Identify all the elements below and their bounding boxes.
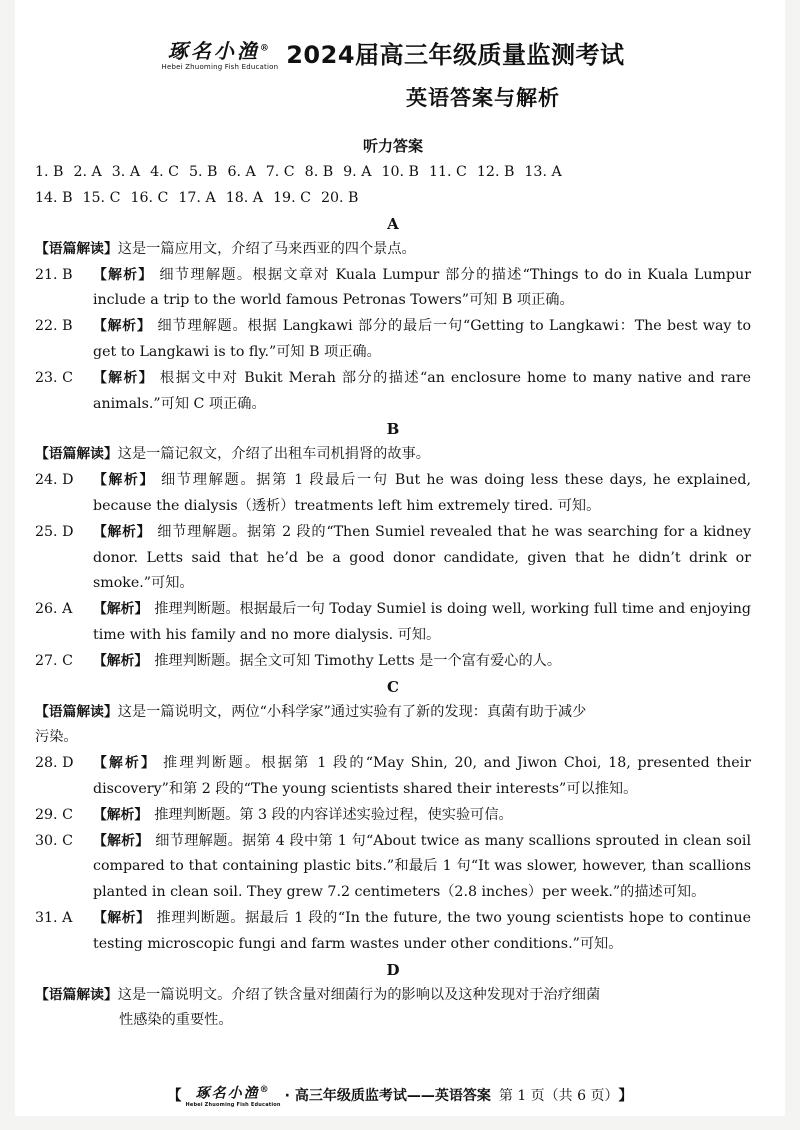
summary-tag: 【语篇解读】 bbox=[35, 446, 118, 463]
answer-entry: 9. A bbox=[343, 163, 372, 180]
analysis-body bbox=[93, 751, 751, 803]
page-footer bbox=[15, 1084, 785, 1110]
question-answer: 27. C bbox=[35, 652, 73, 669]
analysis-item bbox=[35, 829, 751, 906]
analysis-tag: 【解析】 bbox=[93, 369, 155, 386]
summary-text: 这是一篇记叙文，介绍了出租车司机捐肾的故事。 bbox=[117, 446, 430, 463]
analysis-tag: 【解析】 bbox=[93, 652, 149, 669]
footer-bracket-close: 】 bbox=[618, 1088, 633, 1105]
analysis-item bbox=[35, 366, 751, 418]
analysis-text: 推理判断题。根据第 1 段的“May Shin, 20, and Jiwon Choi, 18, presented their discovery”和第 2 段的“The young scientists shared their interests”可以推知。 bbox=[93, 755, 751, 797]
question-answer: 30. C bbox=[35, 832, 73, 849]
analysis-body bbox=[93, 906, 751, 958]
analysis-body bbox=[93, 468, 751, 520]
summary-tag: 【语篇解读】 bbox=[35, 240, 118, 257]
analysis-item bbox=[35, 314, 751, 366]
listening-answers bbox=[35, 160, 751, 212]
answer-page bbox=[15, 0, 785, 1116]
question-answer: 28. D bbox=[35, 755, 74, 772]
answer-entry: 4. C bbox=[150, 163, 179, 180]
analysis-tag: 【解析】 bbox=[93, 832, 150, 849]
question-answer: 25. D bbox=[35, 523, 74, 540]
analysis-tag: 【解析】 bbox=[93, 806, 149, 823]
analysis-tag: 【解析】 bbox=[93, 318, 152, 335]
question-answer: 29. C bbox=[35, 806, 73, 823]
summary-text: 这是一篇说明文。介绍了铁含量对细菌行为的影响以及这种发现对于治疗细菌 bbox=[117, 986, 601, 1003]
part-d-summary bbox=[35, 983, 751, 1035]
analysis-body bbox=[93, 829, 751, 906]
analysis-item bbox=[35, 906, 751, 958]
footer-brand-registered-mark: ® bbox=[259, 1084, 271, 1095]
summary-text-continued: 性感染的重要性。 bbox=[119, 1012, 233, 1029]
answer-entry: 8. B bbox=[304, 163, 334, 180]
analysis-tag: 【解析】 bbox=[93, 266, 154, 283]
part-b-summary bbox=[35, 442, 751, 468]
summary-text: 这是一篇应用文，介绍了马来西亚的四个景点。 bbox=[117, 240, 416, 257]
footer-brand-subtitle: Hebei Zhuoming Fish Education bbox=[185, 1102, 281, 1109]
analysis-tag: 【解析】 bbox=[93, 755, 157, 772]
summary-text-continued: 污染。 bbox=[35, 729, 78, 746]
answer-entry: 11. C bbox=[428, 163, 467, 180]
analysis-tag: 【解析】 bbox=[93, 601, 149, 618]
listening-title: 听力答案 bbox=[362, 136, 423, 155]
summary-tag: 【语篇解读】 bbox=[35, 703, 118, 720]
analysis-tag: 【解析】 bbox=[93, 909, 151, 926]
answer-entry: 15. C bbox=[82, 189, 121, 206]
analysis-item bbox=[35, 597, 751, 649]
analysis-text: 细节理解题。据第 2 段的“Then Sumiel revealed that he was searching for a kidney donor. Letts said that he’d be a good donor candidate, given that he didn’t drink or smoke.”可知。 bbox=[93, 523, 752, 592]
part-c-items bbox=[35, 751, 751, 957]
analysis-text: 推理判断题。据最后 1 段的“In the future, the two young scientists hope to continue testing microscopic fungi and farm wastes under other conditions.”可知。 bbox=[93, 909, 751, 952]
analysis-body bbox=[93, 649, 751, 675]
analysis-body bbox=[93, 803, 751, 829]
brand-logo bbox=[161, 41, 278, 71]
analysis-body bbox=[93, 520, 751, 597]
part-a-heading: A bbox=[387, 214, 399, 233]
exam-title: 2024届高三年级质量监测考试 bbox=[286, 41, 625, 70]
analysis-item bbox=[35, 751, 751, 803]
answer-entry: 5. B bbox=[188, 163, 218, 180]
question-answer: 26. A bbox=[35, 601, 73, 618]
analysis-text: 细节理解题。根据 Langkawi 部分的最后一句“Getting to Langkawi：The best way to get to Langkawi is to fly.”可知 B 项正确。 bbox=[93, 318, 751, 360]
exam-subtitle: 英语答案与解析 bbox=[406, 86, 560, 110]
answer-entry: 2. A bbox=[73, 163, 102, 180]
answer-entry: 20. B bbox=[320, 189, 359, 206]
footer-text: · 高三年级质监考试——英语答案 bbox=[284, 1088, 491, 1105]
answer-entry: 13. A bbox=[524, 163, 562, 180]
part-b-items bbox=[35, 468, 751, 674]
analysis-text: 推理判断题。根据最后一句 Today Sumiel is doing well, working full time and enjoying time with his family and no more dialysis. 可知。 bbox=[93, 601, 751, 643]
analysis-body bbox=[93, 314, 751, 366]
summary-tag: 【语篇解读】 bbox=[35, 986, 118, 1003]
analysis-text: 根据文中对 Bukit Merah 部分的描述“an enclosure home to many native and rare animals.”可知 C 项正确。 bbox=[93, 369, 751, 412]
analysis-item bbox=[35, 520, 751, 597]
brand-registered-mark: ® bbox=[259, 43, 272, 54]
answer-row bbox=[35, 160, 751, 186]
analysis-text: 推理判断题。第 3 段的内容详述实验过程，使实验可信。 bbox=[154, 806, 513, 823]
question-answer: 23. C bbox=[35, 369, 73, 386]
analysis-item bbox=[35, 263, 751, 315]
question-answer: 21. B bbox=[35, 266, 73, 283]
part-c-summary bbox=[35, 700, 751, 752]
brand-name: 琢名小渔 bbox=[167, 39, 260, 63]
analysis-item bbox=[35, 803, 751, 829]
answer-entry: 18. A bbox=[225, 189, 264, 206]
part-a-summary bbox=[35, 237, 751, 263]
summary-text: 这是一篇说明文，两位“小科学家”通过实验有了新的发现：真菌有助于减少 bbox=[117, 703, 587, 720]
analysis-text: 细节理解题。据第 1 段最后一句 But he was doing less these days, he explained, because the dialysis（透析）treatments left him extremely tired. 可知。 bbox=[93, 472, 751, 514]
answer-row bbox=[35, 186, 751, 212]
answer-entry: 3. A bbox=[111, 163, 141, 180]
footer-brand-logo bbox=[185, 1086, 280, 1109]
analysis-item bbox=[35, 649, 751, 675]
brand-subtitle: Hebei Zhuoming Fish Education bbox=[161, 63, 279, 71]
analysis-tag: 【解析】 bbox=[93, 472, 155, 489]
question-answer: 24. D bbox=[35, 472, 74, 489]
part-c-heading: C bbox=[387, 677, 399, 696]
analysis-tag: 【解析】 bbox=[93, 523, 152, 540]
answer-entry: 19. C bbox=[273, 189, 311, 206]
answer-entry: 12. B bbox=[476, 163, 515, 180]
answer-entry: 10. B bbox=[381, 163, 419, 180]
question-answer: 22. B bbox=[35, 318, 73, 335]
analysis-body bbox=[93, 263, 751, 315]
answer-entry: 1. B bbox=[35, 163, 64, 180]
analysis-text: 细节理解题。根据文章对 Kuala Lumpur 部分的描述“Things to do in Kuala Lumpur include a trip to the world famous Petronas Towers”可知 B 项正确。 bbox=[93, 266, 752, 309]
answer-entry: 6. A bbox=[227, 163, 256, 180]
footer-bracket-open: 【 bbox=[167, 1088, 182, 1105]
analysis-body bbox=[93, 597, 751, 649]
part-d-heading: D bbox=[386, 960, 400, 979]
analysis-text: 推理判断题。据全文可知 Timothy Letts 是一个富有爱心的人。 bbox=[154, 652, 562, 669]
page-number: 第 1 页（共 6 页） bbox=[498, 1088, 619, 1105]
answer-entry: 17. A bbox=[178, 189, 216, 206]
analysis-item bbox=[35, 468, 751, 520]
footer-brand-name: 琢名小渔 bbox=[195, 1085, 260, 1102]
part-a-items bbox=[35, 263, 751, 418]
answer-entry: 14. B bbox=[35, 189, 73, 206]
answer-entry: 16. C bbox=[130, 189, 169, 206]
analysis-body bbox=[93, 366, 751, 418]
part-b-heading: B bbox=[386, 420, 400, 439]
answer-entry: 7. C bbox=[265, 163, 295, 180]
question-answer: 31. A bbox=[35, 909, 73, 926]
page-header bbox=[35, 30, 751, 82]
analysis-text: 细节理解题。据第 4 段中第 1 句“About twice as many scallions sprouted in clean soil compared to that containing plastic bits.”和最后 1 句“It was slower, however, than scallions planted in clean soil. They grew 7.2 centimeters（2.8 inches）per week.”的描述可知。 bbox=[93, 832, 752, 901]
